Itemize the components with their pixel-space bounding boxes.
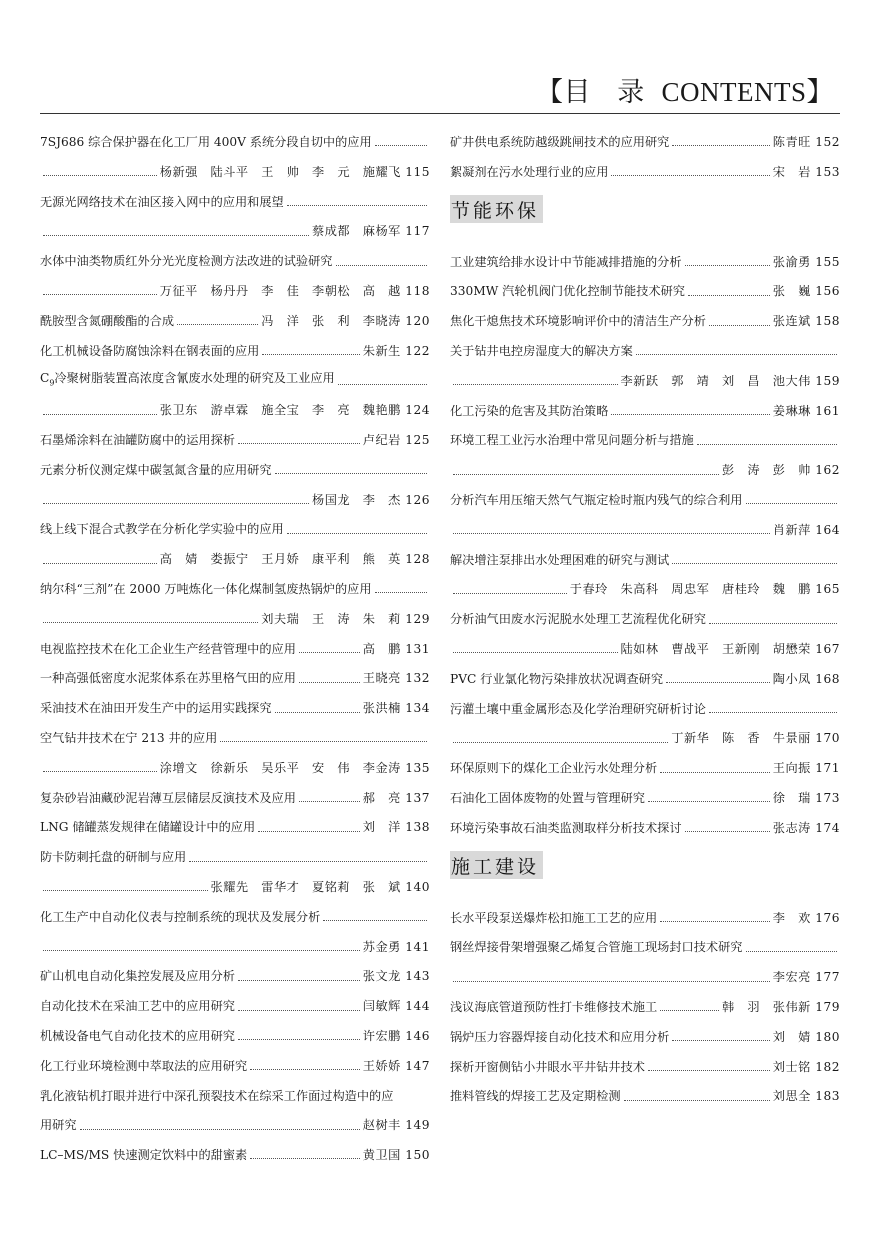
toc-entry-line <box>40 724 430 754</box>
dot-leader <box>453 474 719 475</box>
entry-title: 纳尔科“三剂”在 2000 万吨炼化一体化煤制氢废热锅炉的应用 <box>40 581 372 596</box>
dot-leader <box>648 1070 770 1071</box>
toc-entry-line <box>450 784 840 814</box>
toc-entry[interactable] <box>40 664 430 694</box>
toc-entry-line <box>450 277 840 307</box>
toc-entry[interactable] <box>40 724 430 784</box>
toc-entry[interactable] <box>450 1023 840 1053</box>
toc-entry-line <box>40 813 430 843</box>
entry-title: 元素分析仪测定煤中碳氢氮含量的应用研究 <box>40 462 272 477</box>
entry-title: 解决增注泵排出水处理困难的研究与测试 <box>450 552 670 567</box>
dot-leader <box>666 682 770 683</box>
toc-entry-line <box>450 635 840 665</box>
entry-authors-page: 张文龙 143 <box>362 969 430 984</box>
toc-entry-line <box>40 486 430 516</box>
dot-leader <box>258 831 360 832</box>
dot-leader <box>275 473 427 474</box>
dot-leader <box>80 1129 360 1130</box>
entry-authors-page: 李 欢 176 <box>772 910 840 925</box>
entry-authors-page: 张卫东 游卓霖 施全宝 李 亮 魏艳鹏 124 <box>159 403 430 418</box>
entry-title: 化工行业环境检测中萃取法的应用研究 <box>40 1058 248 1073</box>
entry-authors-page: 张渝勇 155 <box>772 254 840 269</box>
toc-entry[interactable] <box>40 1082 430 1142</box>
toc-entry-line <box>450 575 840 605</box>
toc-entry[interactable] <box>450 128 840 158</box>
entry-authors-page: 闫敏辉 144 <box>362 999 430 1014</box>
toc-entry[interactable] <box>450 307 840 337</box>
entry-authors-page: 陆如林 曹战平 王新刚 胡懋荣 167 <box>620 641 840 656</box>
toc-entry-line <box>40 575 430 605</box>
dot-leader <box>43 563 157 564</box>
toc-entry-line <box>40 962 430 992</box>
entry-authors-page: 涂增文 徐新乐 吴乐平 安 伟 李金涛 135 <box>159 760 430 775</box>
entry-authors-page: 于春玲 朱高科 周忠军 唐桂玲 魏 鹏 165 <box>569 582 840 597</box>
toc-entry-line <box>40 1022 430 1052</box>
toc-entry[interactable] <box>450 1053 840 1083</box>
toc-entry-line <box>450 1023 840 1053</box>
dot-leader <box>299 801 360 802</box>
entry-title: 防卡防刺托盘的研制与应用 <box>40 850 187 865</box>
toc-entry[interactable] <box>40 128 430 188</box>
header-divider <box>40 113 840 114</box>
entry-title: 水体中油类物质红外分光光度检测方法改进的试验研究 <box>40 254 333 269</box>
toc-entry[interactable] <box>40 1022 430 1052</box>
toc-entry-line <box>450 963 840 993</box>
entry-authors-page: 张耀先 雷华才 夏铭莉 张 斌 140 <box>210 879 430 894</box>
toc-entry[interactable] <box>40 426 430 456</box>
entry-authors-page: 徐 瑞 173 <box>772 790 840 805</box>
toc-entry[interactable] <box>450 337 840 397</box>
entry-title: 石墨烯涂料在油罐防腐中的运用探析 <box>40 432 235 447</box>
entry-authors-page: 蔡成都 麻杨军 117 <box>312 224 430 239</box>
toc-entry-line <box>40 456 430 486</box>
dot-leader <box>287 533 427 534</box>
entry-title: 分析油气田废水污泥脱水处理工艺流程优化研究 <box>450 612 706 627</box>
toc-entry-line <box>450 367 840 397</box>
section-heading-block <box>450 844 840 904</box>
entry-authors-page: 郝 亮 137 <box>362 790 430 805</box>
dot-leader <box>43 414 157 415</box>
dot-leader <box>688 295 770 296</box>
dot-leader <box>648 801 770 802</box>
toc-entry-line <box>40 843 430 873</box>
toc-entry-line <box>40 664 430 694</box>
toc-entry[interactable] <box>40 515 430 575</box>
section-heading: 施工建设 <box>450 851 543 879</box>
entry-authors-page: 万征平 杨丹丹 李 佳 李朝松 高 越 118 <box>159 283 430 298</box>
entry-title: 长水平段泵送爆炸松扣施工工艺的应用 <box>450 910 658 925</box>
toc-entry-line <box>40 128 430 158</box>
dot-leader <box>43 622 258 623</box>
entry-title: 化工机械设备防腐蚀涂料在钢表面的应用 <box>40 343 260 358</box>
toc-entry-line <box>40 933 430 963</box>
toc-entry[interactable] <box>40 694 430 724</box>
entry-authors-page: 刘 洋 138 <box>362 820 430 835</box>
dot-leader <box>611 175 769 176</box>
section-heading: 节能环保 <box>450 195 543 223</box>
entry-title: 无源光网络技术在油区接入网中的应用和展望 <box>40 194 284 209</box>
toc-entry-line <box>450 397 840 427</box>
dot-leader <box>453 533 770 534</box>
toc-entry[interactable] <box>40 843 430 903</box>
entry-title: 乳化液钻机打眼并进行中深孔预裂技术在综采工作面过构造中的应 <box>40 1088 394 1103</box>
toc-entry-line <box>40 694 430 724</box>
entry-title: 环保原则下的煤化工企业污水处理分析 <box>450 761 658 776</box>
toc-entry-line <box>40 1082 430 1112</box>
entry-title: 分析汽车用压缩天然气气瓶定检时瓶内残气的综合利用 <box>450 492 743 507</box>
toc-left-column <box>40 128 430 1171</box>
toc-entry[interactable] <box>450 248 840 278</box>
entry-title: PVC 行业氯化物污染排放状况调查研究 <box>450 671 664 686</box>
dot-leader <box>660 921 770 922</box>
toc-entry-line <box>450 665 840 695</box>
dot-leader <box>287 205 427 206</box>
dot-leader <box>299 652 360 653</box>
entry-title: 330MW 汽轮机阀门优化控制节能技术研究 <box>450 284 685 299</box>
entry-authors-page: 彭 涛 彭 帅 162 <box>722 463 840 478</box>
dot-leader <box>746 503 838 504</box>
toc-entry-line <box>40 277 430 307</box>
entry-title: 推料管线的焊接工艺及定期检测 <box>450 1089 621 1104</box>
entry-title: 线上线下混合式教学在分析化学实验中的应用 <box>40 522 284 537</box>
entry-authors-page: 高 婧 娄振宁 王月娇 康平利 熊 英 128 <box>159 552 430 567</box>
dot-leader <box>43 890 208 891</box>
entry-title: 浅议海底管道预防性打卡维修技术施工 <box>450 999 658 1014</box>
toc-entry[interactable] <box>450 695 840 755</box>
toc-entry[interactable] <box>40 903 430 963</box>
toc-entry[interactable] <box>450 277 840 307</box>
entry-authors-page: 朱新生 122 <box>362 343 430 358</box>
dot-leader <box>453 981 770 982</box>
toc-entry[interactable] <box>40 337 430 367</box>
entry-title: 焦化干熄焦技术环境影响评价中的清洁生产分析 <box>450 314 706 329</box>
toc-entry-line <box>450 456 840 486</box>
entry-authors-page: 张连斌 158 <box>772 314 840 329</box>
entry-title: $C_9$冷聚树脂装置高浓度含氰废水处理的研究及工业应用 <box>40 371 335 388</box>
toc-entry[interactable] <box>450 904 840 934</box>
entry-title-formula: C <box>40 371 50 386</box>
entry-title: 钢丝焊接骨架增强聚乙烯复合管施工现场封口技术研究 <box>450 940 743 955</box>
dot-leader <box>685 265 770 266</box>
toc-entry-line <box>40 426 430 456</box>
dot-leader <box>709 712 837 713</box>
entry-title: 一种高强低密度水泥浆体系在苏里格气田的应用 <box>40 671 296 686</box>
dot-leader <box>453 593 567 594</box>
toc-entry[interactable] <box>40 247 430 307</box>
toc-entry[interactable] <box>450 397 840 427</box>
toc-entry-line <box>40 247 430 277</box>
toc-entry-line <box>40 217 430 247</box>
dot-leader <box>636 354 837 355</box>
entry-authors-page: 刘 婧 180 <box>772 1029 840 1044</box>
toc-entry[interactable] <box>450 546 840 606</box>
entry-title: 酰胺型含氮硼酸酯的合成 <box>40 313 175 328</box>
toc-entry[interactable] <box>40 992 430 1022</box>
dot-leader <box>43 950 360 951</box>
entry-authors-page: 肖新萍 164 <box>772 522 840 537</box>
entry-authors-page: 杨国龙 李 杰 126 <box>312 492 430 507</box>
entry-title: 絮凝剂在污水处理行业的应用 <box>450 164 609 179</box>
entry-authors-page: 苏金勇 141 <box>362 939 430 954</box>
dot-leader <box>624 1100 770 1101</box>
dot-leader <box>672 563 837 564</box>
entry-authors-page: 陈青旺 152 <box>772 135 840 149</box>
toc-entry-line <box>40 545 430 575</box>
toc-entry[interactable] <box>40 366 430 426</box>
dot-leader <box>43 503 309 504</box>
header-bracket-open: 【 <box>536 77 564 107</box>
toc-entry-line <box>450 605 840 635</box>
toc-entry-line <box>450 1053 840 1083</box>
dot-leader <box>611 414 769 415</box>
toc-entry[interactable] <box>40 307 430 337</box>
toc-entry[interactable] <box>450 158 840 188</box>
toc-entry[interactable] <box>40 784 430 814</box>
entry-title: 环境污染事故石油类监测取样分析技术探讨 <box>450 820 682 835</box>
dot-leader <box>238 1039 360 1040</box>
toc-entry-line <box>450 1082 840 1112</box>
entry-title: LC–MS/MS 快速测定饮料中的甜蜜素 <box>40 1148 248 1163</box>
dot-leader <box>262 354 359 355</box>
toc-entry-line <box>40 635 430 665</box>
toc-entry[interactable] <box>450 426 840 486</box>
header-bracket-close: 】 <box>806 77 834 107</box>
dot-leader <box>660 1010 719 1011</box>
entry-authors-page: 张洪楠 134 <box>362 701 430 716</box>
entry-authors-page: 陶小凤 168 <box>772 671 840 686</box>
toc-entry-line <box>40 1111 430 1141</box>
entry-title: 用研究 <box>40 1118 77 1133</box>
entry-title: 矿山机电自动化集控发展及应用分析 <box>40 969 235 984</box>
entry-title: 矿井供电系统防越级跳闸技术的应用研究 <box>450 135 670 149</box>
header-title-cn: 目 录 <box>563 77 655 107</box>
entry-authors-page: 杨新强 陆斗平 王 帅 李 元 施耀飞 115 <box>159 164 430 179</box>
toc-entry-line <box>40 903 430 933</box>
toc-entry[interactable] <box>40 456 430 516</box>
entry-authors-page: 宋 岩 153 <box>772 164 840 179</box>
dot-leader <box>323 920 427 921</box>
toc-entry-line <box>40 992 430 1022</box>
toc-entry-line <box>40 873 430 903</box>
toc-entry[interactable] <box>450 1082 840 1112</box>
entry-authors-page: 李宏亮 177 <box>772 970 840 985</box>
dot-leader <box>672 145 769 146</box>
dot-leader <box>709 325 770 326</box>
entry-title: 探析开窗侧钻小井眼水平井钻井技术 <box>450 1059 645 1074</box>
dot-leader <box>238 1010 360 1011</box>
toc-entry-line <box>450 248 840 278</box>
dot-leader <box>238 980 360 981</box>
entry-authors-page: 刘思全 183 <box>772 1089 840 1104</box>
entry-title: 环境工程工业污水治理中常见问题分析与措施 <box>450 433 694 448</box>
toc-entry-line <box>40 188 430 218</box>
dot-leader <box>660 772 770 773</box>
entry-title: 电视监控技术在化工企业生产经营管理中的应用 <box>40 641 296 656</box>
section-heading-block <box>450 188 840 248</box>
dot-leader <box>275 712 360 713</box>
entry-authors-page: 赵树丰 149 <box>362 1118 430 1133</box>
toc-entry-line <box>40 754 430 784</box>
entry-title: 关于钻井电控房湿度大的解决方案 <box>450 343 633 358</box>
entry-authors-page: 姜琳琳 161 <box>772 403 840 418</box>
entry-authors-page: 卢纪岩 125 <box>362 432 430 447</box>
toc-entry-line <box>40 1052 430 1082</box>
dot-leader <box>375 592 427 593</box>
toc-entry-line <box>450 486 840 516</box>
entry-title: 自动化技术在采油工艺中的应用研究 <box>40 999 235 1014</box>
toc-entry-line <box>450 754 840 784</box>
dot-leader <box>697 444 837 445</box>
toc-entry-line <box>450 904 840 934</box>
toc-entry-line <box>450 993 840 1023</box>
entry-title: 采油技术在油田开发生产中的运用实践探究 <box>40 701 272 716</box>
toc-entry-line <box>450 307 840 337</box>
toc-entry-line <box>450 695 840 725</box>
dot-leader <box>375 145 427 146</box>
toc-entry[interactable] <box>40 1052 430 1082</box>
entry-title: 石油化工固体废物的处置与管理研究 <box>450 790 645 805</box>
entry-title-subscript: 9 <box>49 378 55 388</box>
entry-title: 7SJ686 综合保护器在化工厂用 400V 系统分段自切中的应用 <box>40 135 372 149</box>
dot-leader <box>453 652 618 653</box>
toc-entry[interactable] <box>40 813 430 843</box>
toc-entry[interactable] <box>450 605 840 665</box>
dot-leader <box>177 324 258 325</box>
toc-entry[interactable] <box>450 993 840 1023</box>
toc-entry-line <box>450 814 840 844</box>
entry-authors-page: 刘夫瑞 王 涛 朱 莉 129 <box>261 611 430 626</box>
toc-entry[interactable] <box>450 665 840 695</box>
dot-leader <box>238 443 360 444</box>
entry-authors-page: 冯 洋 张 利 李晓涛 120 <box>261 313 430 328</box>
toc-entry[interactable] <box>40 1141 430 1171</box>
entry-title: 工业建筑给排水设计中节能减排措施的分析 <box>450 254 682 269</box>
entry-authors-page: 高 鹏 131 <box>362 641 430 656</box>
dot-leader <box>299 682 360 683</box>
toc-entry[interactable] <box>450 814 840 844</box>
entry-title: 污灌土壤中重金属形态及化学治理研究研析讨论 <box>450 701 706 716</box>
dot-leader <box>250 1069 360 1070</box>
toc-entry-line <box>40 1141 430 1171</box>
toc-entry-line <box>40 307 430 337</box>
dot-leader <box>453 384 618 385</box>
toc-entry[interactable] <box>40 575 430 635</box>
header-title-en: CONTENTS <box>661 77 807 107</box>
toc-entry[interactable] <box>40 962 430 992</box>
dot-leader <box>43 235 309 236</box>
toc-entry-line <box>450 933 840 963</box>
toc-entry-line <box>40 784 430 814</box>
entry-authors-page: 张志涛 174 <box>772 820 840 835</box>
dot-leader <box>453 742 668 743</box>
toc-entry[interactable] <box>40 635 430 665</box>
entry-title: 化工生产中自动化仪表与控制系统的现状及发展分析 <box>40 909 321 924</box>
entry-title: LNG 储罐蒸发规律在储罐设计中的应用 <box>40 820 256 835</box>
toc-entry-line <box>450 337 840 367</box>
toc-entry-line <box>40 396 430 426</box>
dot-leader <box>189 861 427 862</box>
toc-entry[interactable] <box>450 486 840 546</box>
entry-title: 空气钻井技术在宁 213 井的应用 <box>40 730 218 745</box>
toc-entry[interactable] <box>450 754 840 784</box>
entry-authors-page: 丁新华 陈 香 牛景丽 170 <box>671 731 840 746</box>
entry-authors-page: 李新跃 郭 靖 刘 昌 池大伟 159 <box>620 373 840 388</box>
dot-leader <box>43 175 157 176</box>
toc-entry-line <box>450 546 840 576</box>
toc-entry-line <box>40 515 430 545</box>
toc-entry-line <box>450 724 840 754</box>
toc-entry-line <box>450 426 840 456</box>
entry-authors-page: 韩 羽 张伟新 179 <box>722 999 840 1014</box>
toc-entry[interactable] <box>40 188 430 248</box>
dot-leader <box>43 294 157 295</box>
entry-title: 化工污染的危害及其防治策略 <box>450 403 609 418</box>
toc-entry-line <box>450 128 840 158</box>
toc-entry[interactable] <box>450 933 840 993</box>
toc-right-column <box>450 128 840 1112</box>
entry-title: 机械设备电气自动化技术的应用研究 <box>40 1028 235 1043</box>
entry-authors-page: 黄卫国 150 <box>362 1148 430 1163</box>
dot-leader <box>746 951 838 952</box>
entry-title: 复杂砂岩油藏砂泥岩薄互层储层反演技术及应用 <box>40 790 296 805</box>
contents-header <box>536 70 834 109</box>
dot-leader <box>220 741 427 742</box>
dot-leader <box>250 1158 360 1159</box>
toc-entry-line <box>40 337 430 367</box>
dot-leader <box>709 623 837 624</box>
dot-leader <box>672 1040 769 1041</box>
entry-authors-page: 王娇娇 147 <box>362 1058 430 1073</box>
entry-authors-page: 许宏鹏 146 <box>362 1028 430 1043</box>
entry-authors-page: 王晓亮 132 <box>362 671 430 686</box>
dot-leader <box>43 771 157 772</box>
dot-leader <box>336 265 428 266</box>
toc-entry-line <box>40 366 430 396</box>
toc-entry-line <box>40 605 430 635</box>
entry-authors-page: 刘士铭 182 <box>772 1059 840 1074</box>
dot-leader <box>338 384 427 385</box>
entry-authors-page: 王向振 171 <box>772 761 840 776</box>
dot-leader <box>685 831 770 832</box>
toc-entry-line <box>40 158 430 188</box>
toc-entry-line <box>450 516 840 546</box>
toc-entry[interactable] <box>450 784 840 814</box>
entry-authors-page: 张 巍 156 <box>772 284 840 299</box>
entry-title: 锅炉压力容器焊接自动化技术和应用分析 <box>450 1029 670 1044</box>
toc-entry-line <box>450 158 840 188</box>
